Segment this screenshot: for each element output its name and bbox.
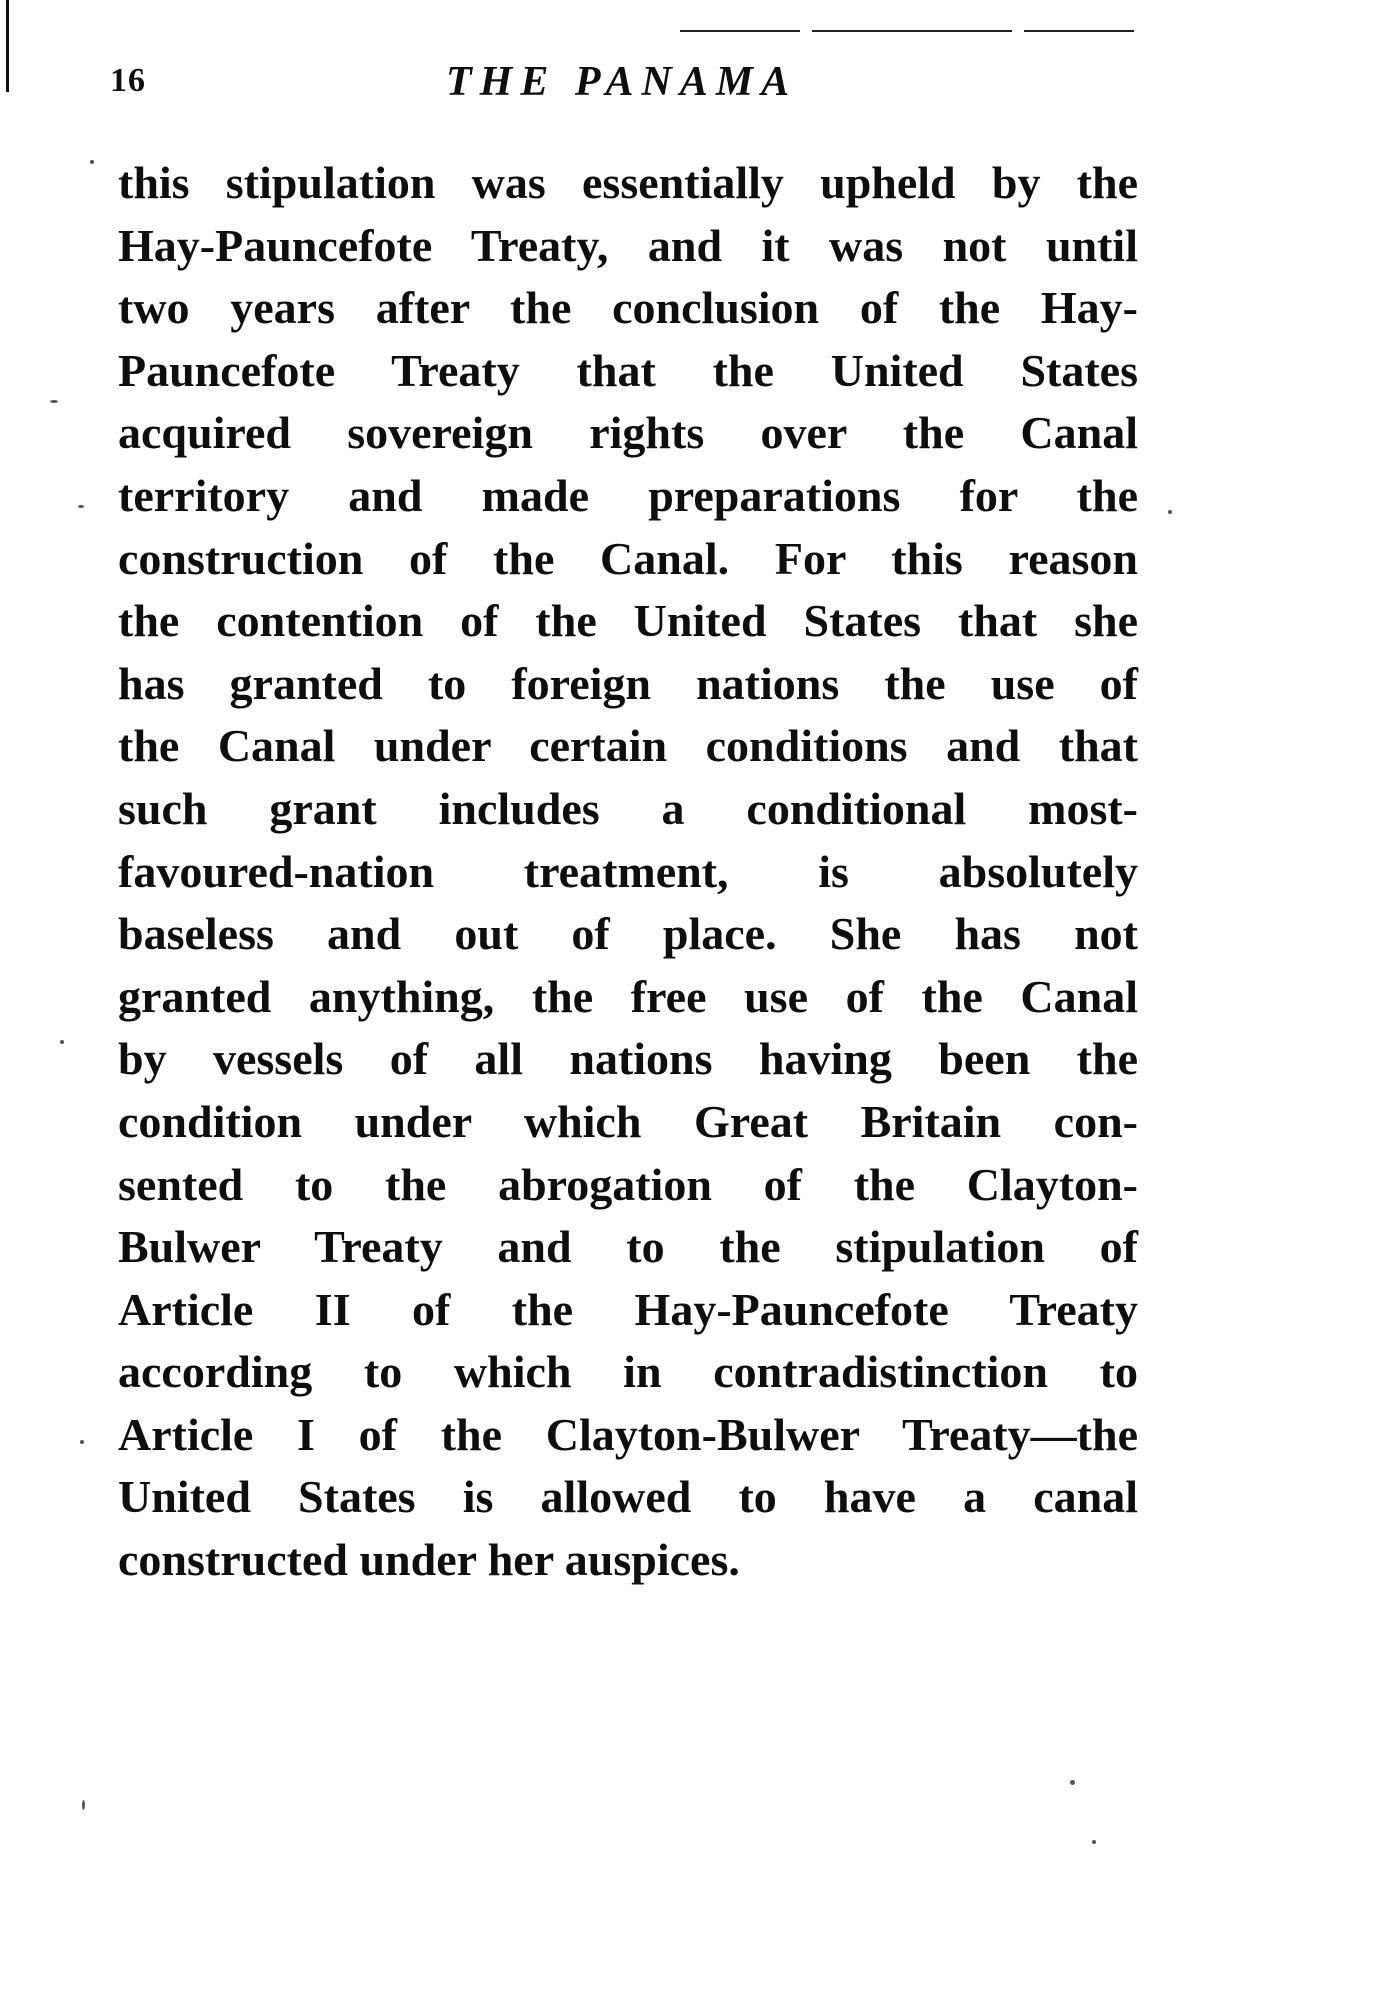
- scan-speck: [1092, 1840, 1096, 1844]
- text-line: Article I of the Clayton-Bulwer Treaty—the: [118, 1408, 1138, 1460]
- scan-speck: [1168, 510, 1172, 514]
- header-rule: [812, 30, 1012, 32]
- text-line: favoured-nation treatment, is absolutely: [118, 845, 1138, 897]
- running-head: [0, 58, 1400, 118]
- text-line: construction of the Canal. For this reason: [118, 532, 1138, 584]
- text-line: baseless and out of place. She has not: [118, 908, 1138, 960]
- header-rule: [680, 30, 800, 32]
- text-line: United States is allowed to have a canal: [118, 1471, 1138, 1523]
- scan-speck: [90, 160, 94, 164]
- scan-speck: [78, 505, 84, 508]
- header-rule: [1024, 30, 1134, 32]
- text-line: such grant includes a conditional most-: [118, 782, 1138, 834]
- text-line: condition under which Great Britain con-: [118, 1095, 1138, 1147]
- text-line: according to which in contradistinction to: [118, 1346, 1138, 1398]
- page-number: 16: [110, 62, 146, 99]
- scan-speck: [82, 1800, 85, 1810]
- text-line: this stipulation was essentially upheld by the: [118, 157, 1138, 208]
- text-line: acquired sovereign rights over the Canal: [118, 407, 1138, 459]
- text-line: the contention of the United States that she: [118, 595, 1138, 647]
- running-title: THE PANAMA: [446, 59, 798, 105]
- text-line: the Canal under certain conditions and that: [118, 720, 1138, 772]
- text-line: Pauncefote Treaty that the United States: [118, 344, 1138, 396]
- text-line: has granted to foreign nations the use of: [118, 657, 1138, 709]
- scan-speck: [60, 1040, 64, 1044]
- text-line: granted anything, the free use of the Canal: [118, 970, 1138, 1022]
- text-line: Bulwer Treaty and to the stipulation of: [118, 1221, 1138, 1273]
- text-line: Article II of the Hay-Pauncefote Treaty: [118, 1283, 1138, 1335]
- text-line: two years after the conclusion of the Hay-: [118, 282, 1138, 334]
- text-line: sented to the abrogation of the Clayton-: [118, 1158, 1138, 1210]
- text-line: territory and made preparations for the: [118, 469, 1138, 521]
- text-line: constructed under her auspices.: [118, 1534, 740, 1586]
- scan-speck: [50, 400, 58, 403]
- body-text: [118, 152, 1138, 1592]
- scan-speck: [1070, 1780, 1075, 1785]
- text-line: Hay-Pauncefote Treaty, and it was not until: [118, 219, 1138, 271]
- scan-speck: [80, 1440, 84, 1444]
- text-line: by vessels of all nations having been the: [118, 1033, 1138, 1085]
